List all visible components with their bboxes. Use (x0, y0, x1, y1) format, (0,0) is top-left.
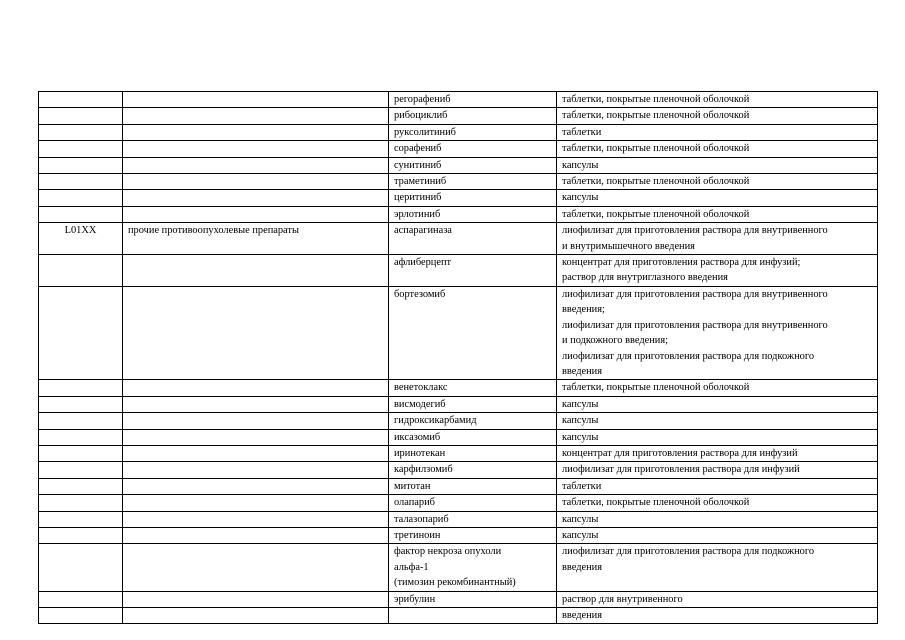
atc-code-cell (39, 157, 123, 173)
atc-code-cell (39, 174, 123, 190)
dosage-form-cell: лиофилизат для приготовления раствора для подкожного введения (557, 544, 878, 591)
dosage-form-cell: введения (557, 608, 878, 624)
table-row (39, 174, 878, 190)
dosage-form-cell: капсулы (557, 429, 878, 445)
drug-name-cell: сунитиниб (389, 157, 557, 173)
group-name-cell (123, 608, 389, 624)
table-row (39, 495, 878, 511)
group-name-cell (123, 286, 389, 379)
dosage-form-cell: концентрат для приготовления раствора для инфузий (557, 445, 878, 461)
table-row (39, 445, 878, 461)
group-name-cell (123, 478, 389, 494)
table-row (39, 206, 878, 222)
group-name-cell (123, 396, 389, 412)
drug-name-cell: церитиниб (389, 190, 557, 206)
drug-name-cell: фактор некроза опухоли альфа-1 (тимозин рекомбинантный) (389, 544, 557, 591)
group-name-cell (123, 495, 389, 511)
group-name-cell (123, 206, 389, 222)
drug-name-cell: гидроксикарбамид (389, 413, 557, 429)
atc-code-cell (39, 124, 123, 140)
table-row (39, 157, 878, 173)
drug-name-cell: руксолитиниб (389, 124, 557, 140)
drug-name-cell (389, 608, 557, 624)
table-row (39, 190, 878, 206)
dosage-form-cell: таблетки (557, 124, 878, 140)
drug-name-cell: афлиберцепт (389, 255, 557, 287)
drug-name-cell: регорафениб (389, 92, 557, 108)
drug-table-body (39, 92, 878, 624)
drug-name-cell: траметиниб (389, 174, 557, 190)
table-row (39, 92, 878, 108)
drug-name-cell: висмодегиб (389, 396, 557, 412)
atc-code-cell (39, 462, 123, 478)
dosage-form-cell: лиофилизат для приготовления раствора для внутривенного введения; лиофилизат для приготовления раствора для внутривенного и подкожного введения; лиофилизат для приготовления раствора для подкожного введения (557, 286, 878, 379)
dosage-form-cell: таблетки, покрытые пленочной оболочкой (557, 380, 878, 396)
drug-name-cell: эрлотиниб (389, 206, 557, 222)
table-row (39, 511, 878, 527)
atc-code-cell (39, 429, 123, 445)
table-row (39, 591, 878, 607)
dosage-form-cell: капсулы (557, 157, 878, 173)
atc-code-cell (39, 544, 123, 591)
atc-code-cell (39, 141, 123, 157)
table-row (39, 462, 878, 478)
drug-name-cell: карфилзомиб (389, 462, 557, 478)
group-name-cell (123, 527, 389, 543)
group-name-cell (123, 124, 389, 140)
dosage-form-cell: раствор для внутривенного (557, 591, 878, 607)
dosage-form-cell: таблетки, покрытые пленочной оболочкой (557, 141, 878, 157)
drug-name-cell: олапариб (389, 495, 557, 511)
group-name-cell (123, 544, 389, 591)
atc-code-cell (39, 608, 123, 624)
dosage-form-cell: таблетки, покрытые пленочной оболочкой (557, 495, 878, 511)
atc-code-cell (39, 92, 123, 108)
table-row (39, 478, 878, 494)
drug-name-cell: рибоциклиб (389, 108, 557, 124)
table-row (39, 380, 878, 396)
atc-code-cell (39, 206, 123, 222)
dosage-form-cell: таблетки (557, 478, 878, 494)
table-row (39, 108, 878, 124)
atc-code-cell (39, 495, 123, 511)
table-row (39, 286, 878, 379)
dosage-form-cell: капсулы (557, 511, 878, 527)
dosage-form-cell: капсулы (557, 413, 878, 429)
group-name-cell (123, 429, 389, 445)
drug-table (38, 91, 878, 624)
drug-name-cell: третиноин (389, 527, 557, 543)
group-name-cell (123, 141, 389, 157)
dosage-form-cell: таблетки, покрытые пленочной оболочкой (557, 92, 878, 108)
group-name-cell (123, 380, 389, 396)
table-row (39, 429, 878, 445)
dosage-form-cell: лиофилизат для приготовления раствора для инфузий (557, 462, 878, 478)
dosage-form-cell: капсулы (557, 190, 878, 206)
table-row (39, 396, 878, 412)
group-name-cell: прочие противоопухолевые препараты (123, 223, 389, 255)
drug-name-cell: аспарагиназа (389, 223, 557, 255)
group-name-cell (123, 445, 389, 461)
table-row (39, 544, 878, 591)
drug-name-cell: бортезомиб (389, 286, 557, 379)
dosage-form-cell: капсулы (557, 527, 878, 543)
atc-code-cell (39, 396, 123, 412)
group-name-cell (123, 255, 389, 287)
group-name-cell (123, 190, 389, 206)
atc-code-cell (39, 190, 123, 206)
dosage-form-cell: капсулы (557, 396, 878, 412)
atc-code-cell (39, 527, 123, 543)
atc-code-cell: L01XX (39, 223, 123, 255)
atc-code-cell (39, 286, 123, 379)
drug-name-cell: митотан (389, 478, 557, 494)
dosage-form-cell: концентрат для приготовления раствора для инфузий; раствор для внутриглазного введения (557, 255, 878, 287)
group-name-cell (123, 591, 389, 607)
atc-code-cell (39, 255, 123, 287)
group-name-cell (123, 157, 389, 173)
dosage-form-cell: лиофилизат для приготовления раствора для внутривенного и внутримышечного введения (557, 223, 878, 255)
dosage-form-cell: таблетки, покрытые пленочной оболочкой (557, 206, 878, 222)
drug-name-cell: венетоклакс (389, 380, 557, 396)
table-row (39, 124, 878, 140)
drug-name-cell: сорафениб (389, 141, 557, 157)
table-row (39, 255, 878, 287)
atc-code-cell (39, 445, 123, 461)
atc-code-cell (39, 380, 123, 396)
dosage-form-cell: таблетки, покрытые пленочной оболочкой (557, 108, 878, 124)
group-name-cell (123, 462, 389, 478)
group-name-cell (123, 413, 389, 429)
atc-code-cell (39, 591, 123, 607)
atc-code-cell (39, 413, 123, 429)
table-row (39, 141, 878, 157)
group-name-cell (123, 511, 389, 527)
table-row (39, 413, 878, 429)
group-name-cell (123, 174, 389, 190)
atc-code-cell (39, 478, 123, 494)
table-row (39, 527, 878, 543)
atc-code-cell (39, 511, 123, 527)
group-name-cell (123, 108, 389, 124)
table-row (39, 608, 878, 624)
group-name-cell (123, 92, 389, 108)
drug-name-cell: иксазомиб (389, 429, 557, 445)
drug-name-cell: иринотекан (389, 445, 557, 461)
table-row (39, 223, 878, 255)
drug-name-cell: талазопариб (389, 511, 557, 527)
dosage-form-cell: таблетки, покрытые пленочной оболочкой (557, 174, 878, 190)
drug-name-cell: эрибулин (389, 591, 557, 607)
atc-code-cell (39, 108, 123, 124)
